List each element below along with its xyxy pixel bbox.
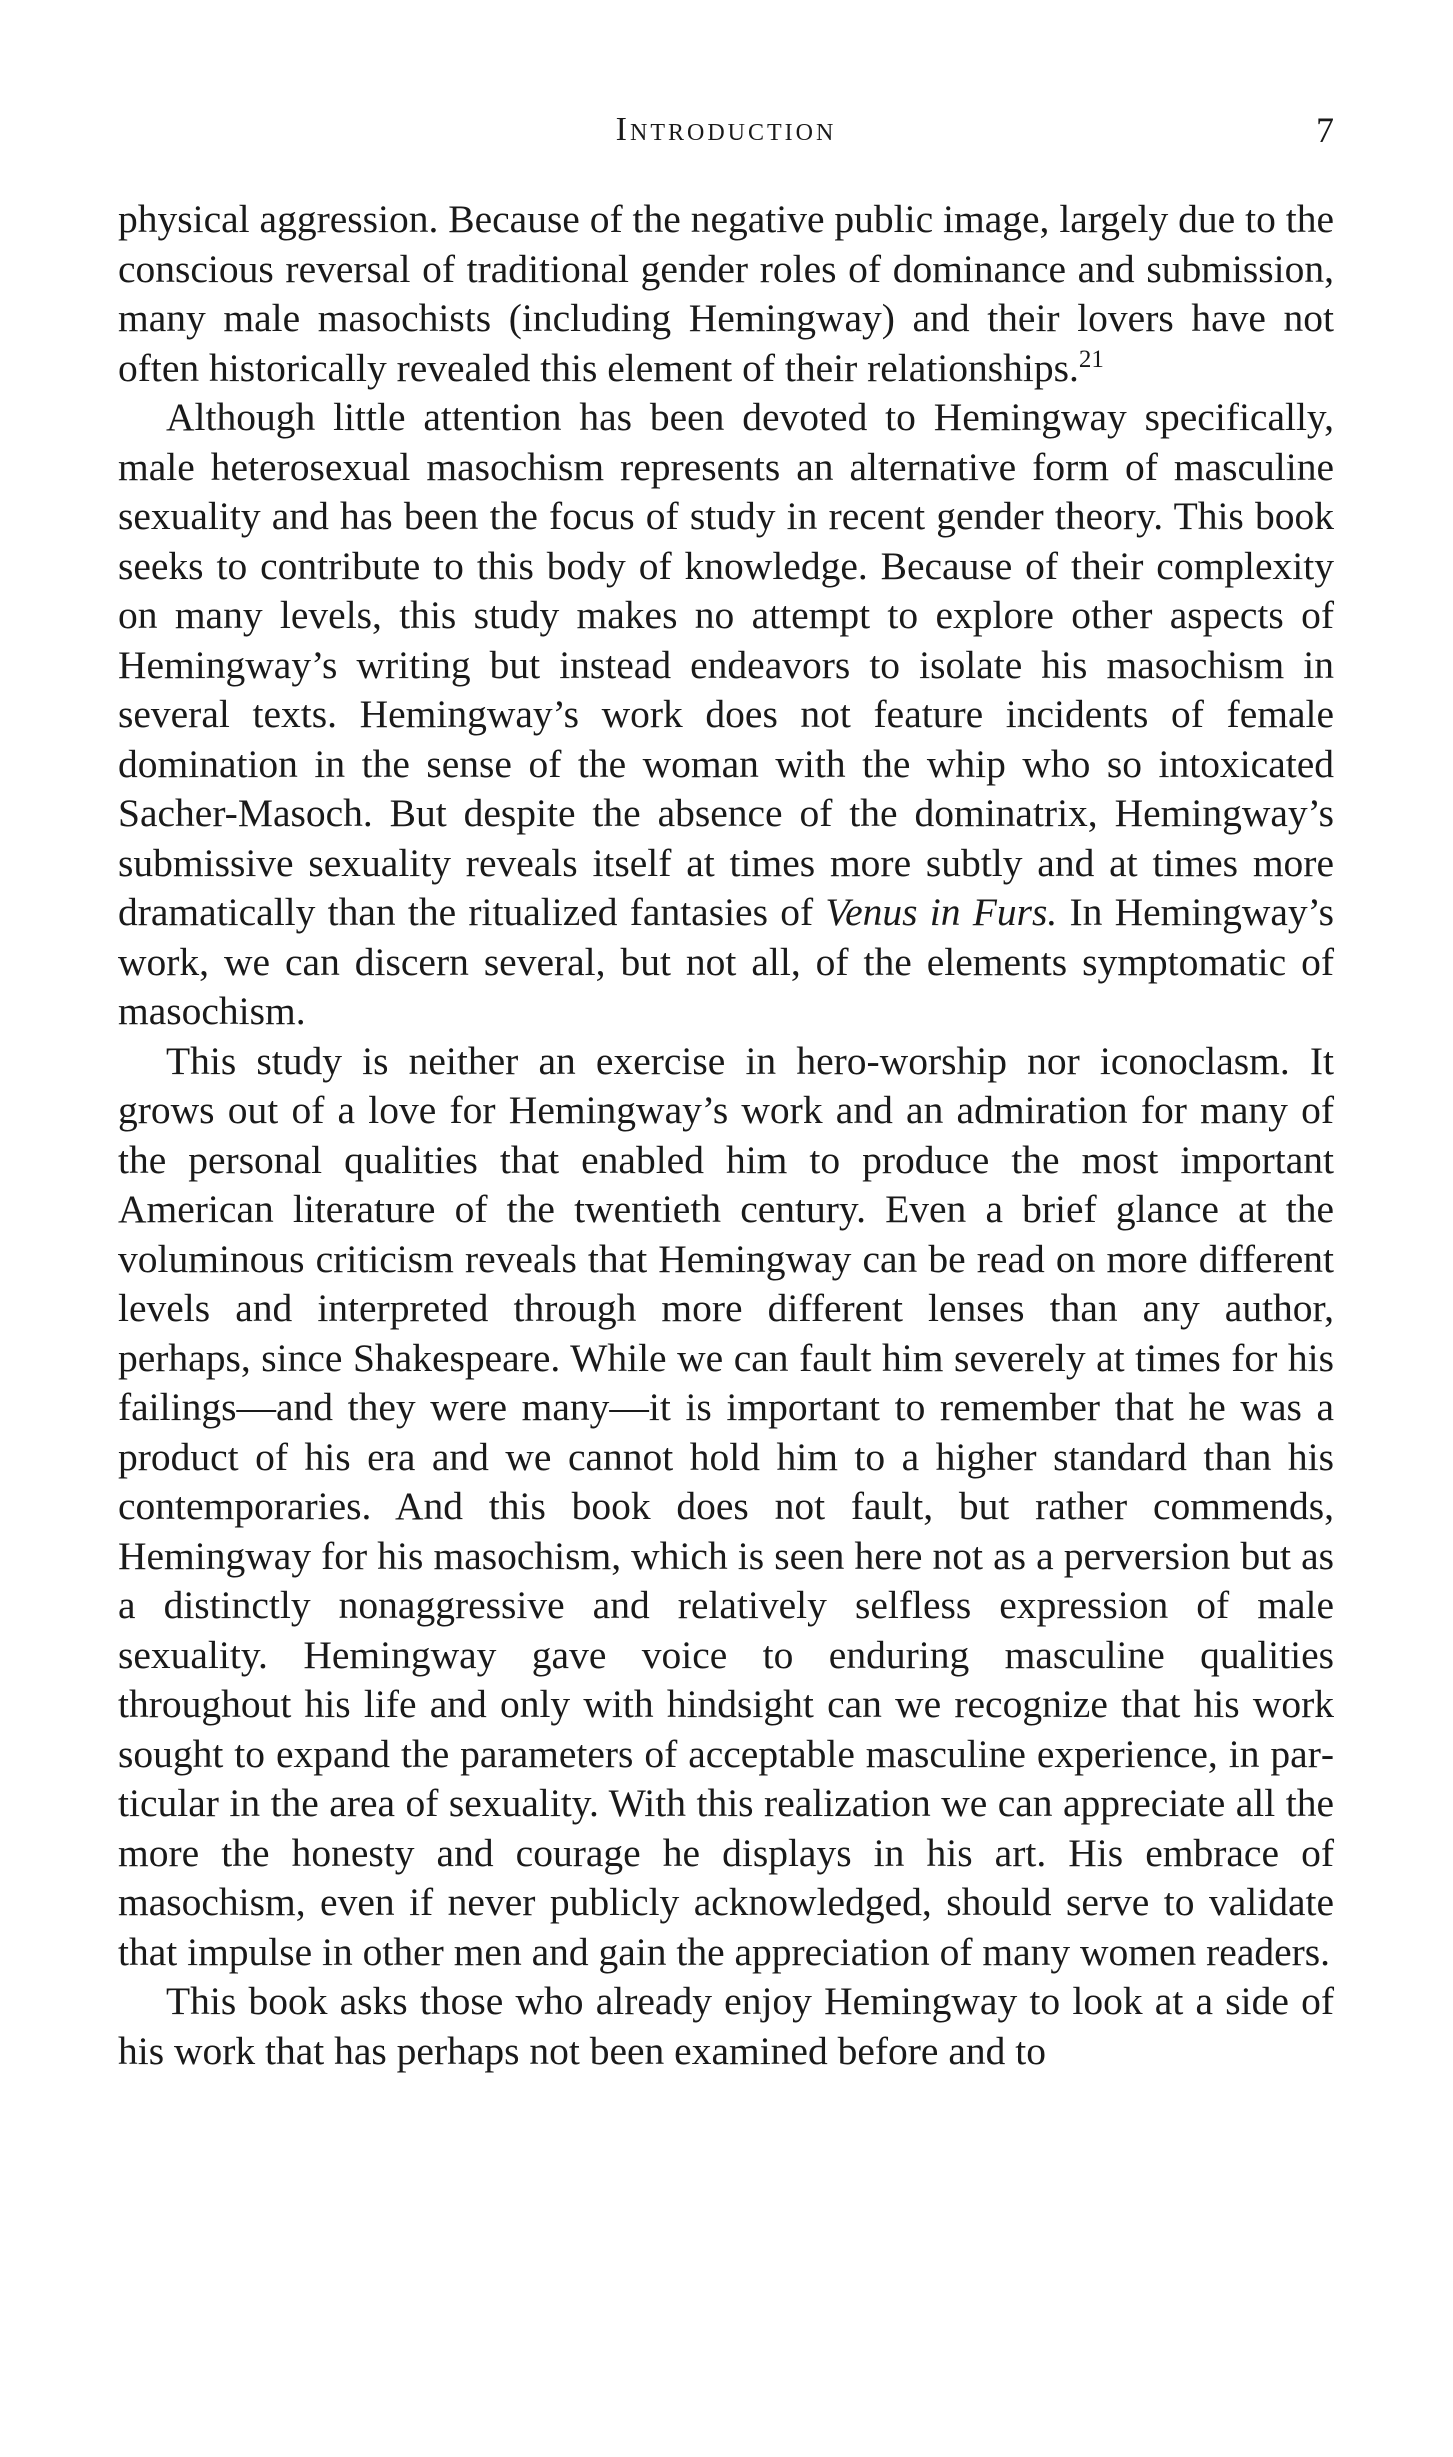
paragraph-1-text: physical aggression. Because of the negative public image, largely due to the conscious reversal of traditional gender roles of dominance and submission, many male masochists (including Hemingway) and their lovers have not often historically revealed this element of their relationships. [118,197,1334,390]
footnote-reference: 21 [1078,345,1104,373]
paragraph-3 [118,1037,1334,1978]
body-text [118,195,1334,2076]
paragraph-4 [118,1977,1334,2076]
paragraph-4-text: This book asks those who already enjoy Hemingway to look at a side of his work that has perhaps not been examined before and to [118,1979,1334,2073]
running-header [118,100,1334,160]
paragraph-2-text-before-title: Although little attention has been devoted to Hemingway specifically, male heterosexual masochism represents an alternative form of masculine sexuality and has been the focus of study in recent gender theory. This book seeks to contribute to this body of knowledge. Because of their complexity on many levels, this study makes no attempt to explore other aspects of Hemingway’s writing but instead endeavors to isolate his masochism in several texts. Hemingway’s work does not feature incidents of female domination in the sense of the woman with the whip who so intoxicated Sacher-Masoch. But despite the absence of the dominatrix, Hemingway’s submissive sexuality reveals itself at times more subtly and at times more dramatically than the ritualized fantasies of [118,395,1334,934]
paragraph-2 [118,393,1334,1037]
book-title-venus-in-furs: Venus in Furs. [825,890,1058,934]
page-number: 7 [1316,110,1334,150]
section-title: Introduction [615,111,837,148]
paragraph-3-text: This study is neither an exercise in hero-worship nor iconoclasm. It grows out of a love for Hemingway’s work and an admiration for many of the personal qualities that enabled him to produce the most important American literature of the twentieth century. Even a brief glance at the voluminous criticism reveals that Hemingway can be read on more different levels and interpreted through more different lenses than any author, perhaps, since Shakespeare. While we can fault him severely at times for his failings—and they were many—it is important to remember that he was a product of his era and we cannot hold him to a higher standard than his contemporaries. And this book does not fault, but rather commends, Hemingway for his masochism, which is seen here not as a perversion but as a distinctly nonaggressive and relatively selfless expression of male sexuality. Hemingway gave voice to enduring masculine qualities throughout his life and only with hindsight can we recognize that his work sought to expand the parameters of acceptable masculine experience, in particular in the area of sexuality. With this realization we can appreciate all the more the honesty and courage he displays in his art. His embrace of masochism, even if never publicly acknowledged, should serve to validate that impulse in other men and gain the appreciation of many women readers. [118,1038,1334,1974]
paragraph-1 [118,195,1334,393]
paragraph-2-text-after-title: In Hemingway’s work, we can discern several, but not all, of the elements symptomatic of masochism. [118,890,1335,1033]
